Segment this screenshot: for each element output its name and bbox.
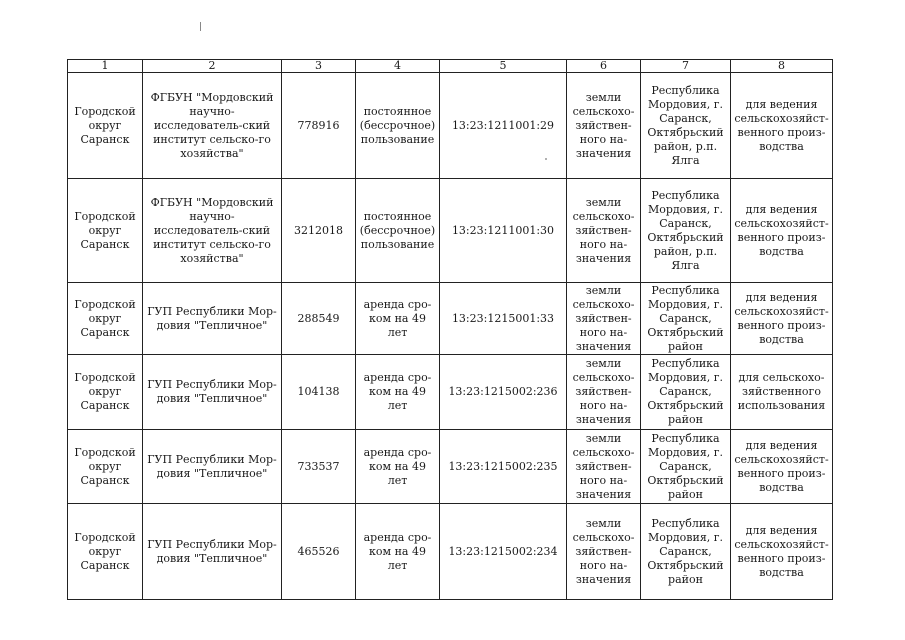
owner-cell: ГУП Республики Мор-довия "Тепличное" [143, 504, 282, 600]
municipality-cell: Городской округ Саранск [68, 430, 143, 504]
area-cell: 3212018 [282, 179, 356, 283]
owner-cell: ГУП Республики Мор-довия "Тепличное" [143, 355, 282, 430]
municipality-cell: Городской округ Саранск [68, 355, 143, 430]
cadastral-number-cell: 13:23:1211001:29 [440, 73, 567, 179]
column-number: 1 [68, 60, 143, 73]
land-category-cell: земли сельскохо-зяйствен-ного на-значения [567, 355, 641, 430]
municipality-cell: Городской округ Саранск [68, 504, 143, 600]
owner-cell: ФГБУН "Мордовский научно- исследователь-ский институт сельско-го хозяйства" [143, 179, 282, 283]
right-type-cell: аренда сро-ком на 49 лет [356, 430, 440, 504]
table-row [68, 179, 833, 283]
table-row [68, 355, 833, 430]
owner-cell: ГУП Республики Мор-довия "Тепличное" [143, 283, 282, 355]
right-type-cell: аренда сро-ком на 49 лет [356, 283, 440, 355]
land-category-cell: земли сельскохо-зяйствен-ного на-значения [567, 179, 641, 283]
column-number: 5 [440, 60, 567, 73]
right-type-cell: постоянное (бессрочное) пользование [356, 73, 440, 179]
permitted-use-cell: для ведения сельскохозяйст-венного произ-водства [731, 179, 833, 283]
location-cell: Республика Мордовия, г. Саранск, Октябрьский район, р.п. Ялга [641, 179, 731, 283]
location-cell: Республика Мордовия, г. Саранск, Октябрьский район [641, 283, 731, 355]
permitted-use-cell: для ведения сельскохозяйст-венного произ-водства [731, 430, 833, 504]
municipality-cell: Городской округ Саранск [68, 283, 143, 355]
cadastral-number-cell: 13:23:1215002:236 [440, 355, 567, 430]
land-category-cell: земли сельскохо-зяйствен-ного на-значения [567, 430, 641, 504]
location-cell: Республика Мордовия, г. Саранск, Октябрьский район [641, 430, 731, 504]
municipality-cell: Городской округ Саранск [68, 73, 143, 179]
location-cell: Республика Мордовия, г. Саранск, Октябрьский район [641, 355, 731, 430]
column-number: 4 [356, 60, 440, 73]
land-category-cell: земли сельскохо-зяйствен-ного на-значения [567, 73, 641, 179]
cadastral-number-cell: 13:23:1215002:234 [440, 504, 567, 600]
location-cell: Республика Мордовия, г. Саранск, Октябрьский район [641, 504, 731, 600]
area-cell: 778916 [282, 73, 356, 179]
municipality-cell: Городской округ Саранск [68, 179, 143, 283]
right-type-cell: аренда сро-ком на 49 лет [356, 504, 440, 600]
header-row [68, 60, 833, 73]
area-cell: 288549 [282, 283, 356, 355]
area-cell: 733537 [282, 430, 356, 504]
cadastral-number-cell: 13:23:1215002:235 [440, 430, 567, 504]
area-cell: 104138 [282, 355, 356, 430]
land-category-cell: земли сельскохо-зяйствен-ного на-значения [567, 283, 641, 355]
column-number: 8 [731, 60, 833, 73]
table-row [68, 504, 833, 600]
owner-cell: ФГБУН "Мордовский научно- исследователь-ский институт сельско-го хозяйства" [143, 73, 282, 179]
page-mark [200, 22, 201, 31]
permitted-use-cell: для сельскохо-зяйственного использования [731, 355, 833, 430]
table-row [68, 73, 833, 179]
table-row [68, 283, 833, 355]
permitted-use-cell: для ведения сельскохозяйст-венного произ-водства [731, 504, 833, 600]
right-type-cell: постоянное (бессрочное) пользование [356, 179, 440, 283]
land-category-cell: земли сельскохо-зяйствен-ного на-значения [567, 504, 641, 600]
permitted-use-cell: для ведения сельскохозяйст-венного произ-водства [731, 283, 833, 355]
area-cell: 465526 [282, 504, 356, 600]
column-number: 6 [567, 60, 641, 73]
permitted-use-cell: для ведения сельскохозяйст-венного произ-водства [731, 73, 833, 179]
cadastral-number-cell: 13:23:1215001:33 [440, 283, 567, 355]
cadastral-number-cell: 13:23:1211001:30 [440, 179, 567, 283]
owner-cell: ГУП Республики Мор-довия "Тепличное" [143, 430, 282, 504]
land-plots-table [67, 59, 833, 600]
column-number: 3 [282, 60, 356, 73]
column-number: 2 [143, 60, 282, 73]
column-number: 7 [641, 60, 731, 73]
right-type-cell: аренда сро-ком на 49 лет [356, 355, 440, 430]
table-row [68, 430, 833, 504]
location-cell: Республика Мордовия, г. Саранск, Октябрьский район, р.п. Ялга [641, 73, 731, 179]
